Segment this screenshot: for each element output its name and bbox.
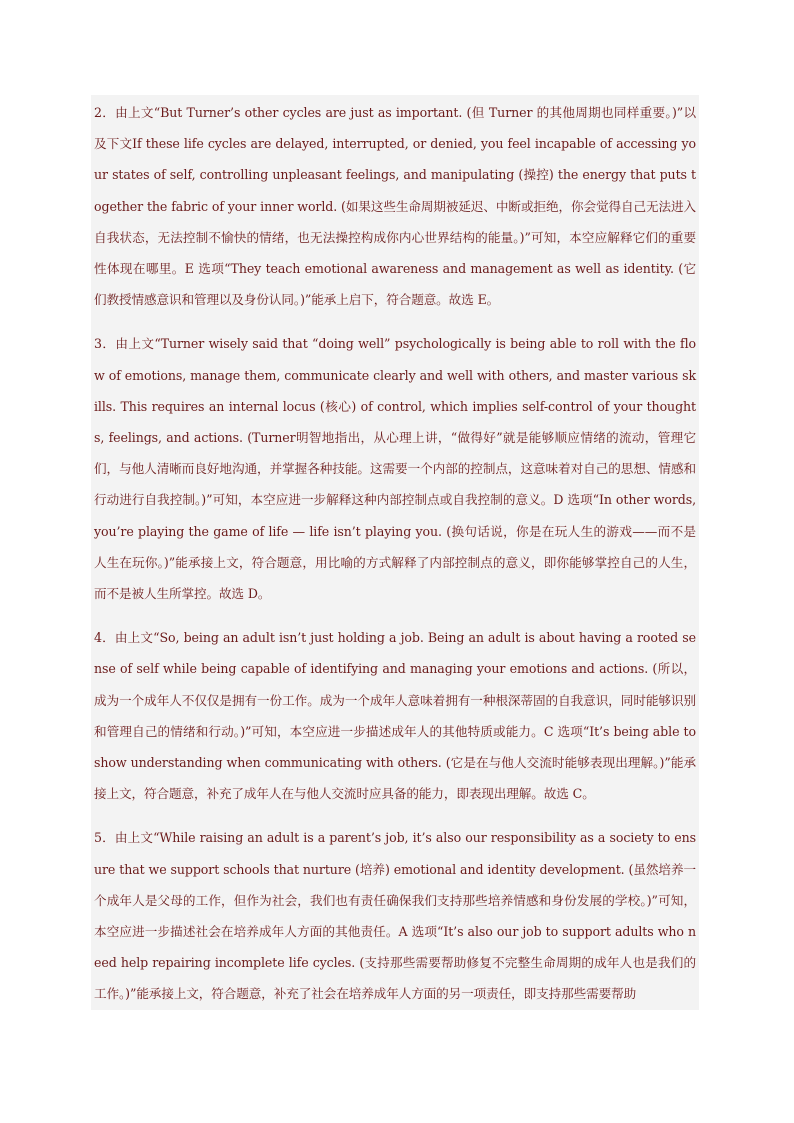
explanation-paragraph-4: 4．由上文“So, being an adult isn’t just holding a job. Being an adult is about having a rooted sense of self while being capable of identifying and managing your emotions and actions. (所以，成为一个成年人不仅仅是拥有一份工作。成为一个成年人意味着拥有一种根深蒂固的自我意识，同时能够识别和管理自己的情绪和行动。)”可知，本空应进一步描述成年人的其他特质或能力。C 选项“It’s being able to show understanding when communicating with others. (它是在与他人交流时能够表现出理解。)”能承接上文，符合题意，补充了成年人在与他人交流时应具备的能力，即表现出理解。故选 C。 xyxy=(94,630,696,802)
explanation-paragraph-3: 3．由上文“Turner wisely said that “doing well” psychologically is being able to roll with the flow of emotions, manage them, communicate clearly and well with others, and master various skills. This requires an internal locus (核心) of control, which implies self-control of your thoughts, feelings, and actions. (Turner明智地指出，从心理上讲，“做得好”就是能够顺应情绪的流动，管理它们，与他人清晰而良好地沟通，并掌握各种技能。这需要一个内部的控制点，这意味着对自己的思想、情感和行动进行自我控制。)”可知，本空应进一步解释这种内部控制点或自我控制的意义。D 选项“In other words, you’re playing the game of life — life isn’t playing you. (换句话说，你是在玩人生的游戏——而不是人生在玩你。)”能承接上文，符合题意，用比喻的方式解释了内部控制点的意义，即你能够掌控自己的人生，而不是被人生所掌控。故选 D。 xyxy=(94,336,696,602)
explanation-paragraph-5: 5．由上文“While raising an adult is a parent’s job, it’s also our responsibility as a society to ensure that we support schools that nurture (培养) emotional and identity development. (虽然培养一个成年人是父母的工作，但作为社会，我们也有责任确保我们支持那些培养情感和身份发展的学校。)”可知，本空应进一步描述社会在培养成年人方面的其他责任。A 选项“It’s also our job to support adults who need help repairing incomplete life cycles. (支持那些需要帮助修复不完整生命周期的成年人也是我们的工作。)”能承接上文，符合题意，补充了社会在培养成年人方面的另一项责任，即支持那些需要帮助 xyxy=(94,830,696,1002)
answer-explanation-block xyxy=(91,95,699,1010)
explanation-paragraph-2: 2．由上文“But Turner’s other cycles are just as important. (但 Turner 的其他周期也同样重要。)”以及下文If these life cycles are delayed, interrupted, or denied, you feel incapable of accessing your states of self, controlling unpleasant feelings, and manipulating (操控) the energy that puts together the fabric of your inner world. (如果这些生命周期被延迟、中断或拒绝，你会觉得自己无法进入自我状态，无法控制不愉快的情绪，也无法操控构成你内心世界结构的能量。)”可知，本空应解释它们的重要性体现在哪里。E 选项“They teach emotional awareness and management as well as identity. (它们教授情感意识和管理以及身份认同。)”能承上启下，符合题意。故选 E。 xyxy=(94,105,696,308)
